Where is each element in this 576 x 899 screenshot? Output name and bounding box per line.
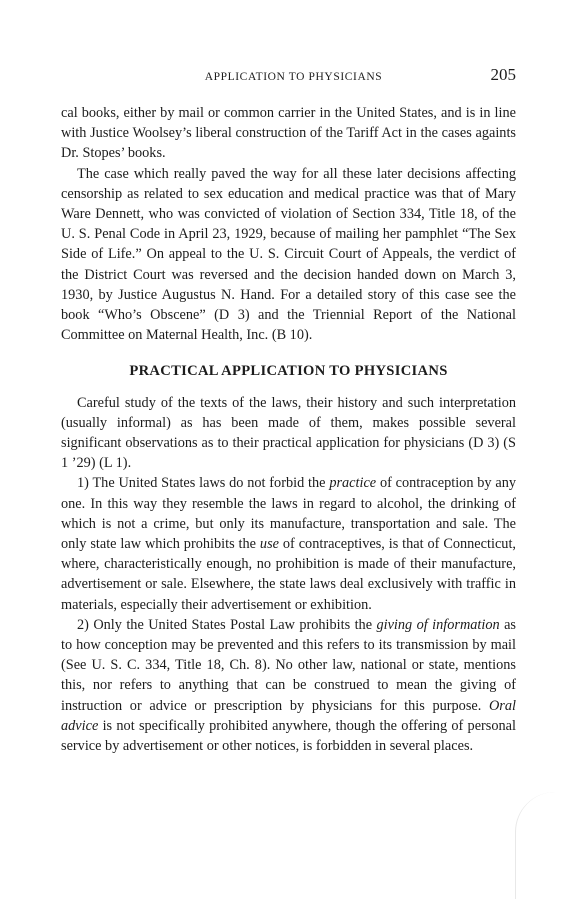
paragraph-point-2 (61, 615, 516, 756)
point-1-emphasis-practice: practice (329, 475, 377, 492)
point-1-text-a: 1) The United States laws do not forbid the (77, 475, 330, 492)
point-1-text-c: of contraceptives, is that of Connecticut, where, characteristically enough, no prohibition is made of their manufacture, advertisement or sale. Elsewhere, the state laws deal exclusively with traffic in materials, especially their advertisement or exhibition. (61, 536, 516, 613)
paragraph-intro: Careful study of the texts of the laws, their history and such interpretation (usually informal) as has been made of them, makes possible several significant observations as to their practical application for physicians (D 3) (S 1 ’29) (L 1). (61, 394, 516, 472)
point-2-emphasis-giving: giving of information (376, 616, 500, 633)
book-page (61, 62, 516, 756)
page-number: 205 (490, 65, 516, 84)
point-1-text-b: of contraception by any one. In this way they resemble the laws in regard to alcohol, the drinking of which is not a crime, but only its manufacture, transportation and sale. The only state law which prohibits the (61, 475, 516, 553)
section-heading: PRACTICAL APPLICATION TO PHYSICIANS (129, 363, 448, 380)
running-header (61, 62, 516, 88)
point-2-text-b: as to how conception may be prevented and this refers to its transmission by mail (See U. S. C. 334, Title 18, Ch. 8). No other law, national or state, mentions this, nor refers to anything that can be construed to mean the giving of instruction or advice or prescription by physicians for this purpose. (61, 616, 516, 714)
running-title: APPLICATION TO PHYSICIANS (204, 71, 383, 83)
point-2-text-a: 2) Only the United States Postal Law prohibits the (77, 616, 377, 633)
paragraph-dennett-case: The case which really paved the way for all these later decisions affecting censorship as related to sex education and medical practice was that of Mary Ware Dennett, who was convicted of violation of Section 334, Title 18, of the U. S. Penal Code in April 23, 1929, because of mailing her pamphlet “The Sex Side of Life.” On appeal to the U. S. Circuit Court of Appeals, the verdict of the District Court was reversed and the decision handed down on March 3, 1930, by Justice Augustus N. Hand. For a detailed story of this case see the book “Who’s Obscene” (D 3) and the Triennial Report of the National Committee on Maternal Health, Inc. (B 10). (61, 165, 516, 344)
point-2-emphasis-oral-advice: Oral advice (61, 697, 516, 734)
paragraph-point-1 (61, 473, 516, 614)
paragraph-continued: cal books, either by mail or common carrier in the United States, and is in line with Justice Woolsey’s liberal construction of the Tariff Act in the cases againts Dr. Stopes’ books. (61, 105, 516, 162)
page-edge-mark (515, 792, 576, 899)
body-text (61, 103, 516, 756)
point-1-emphasis-use: use (259, 536, 279, 553)
point-2-text-c: is not specifically prohibited anywhere, though the offering of personal service by advertisement or other notices, is forbidden in several places. (61, 717, 516, 755)
